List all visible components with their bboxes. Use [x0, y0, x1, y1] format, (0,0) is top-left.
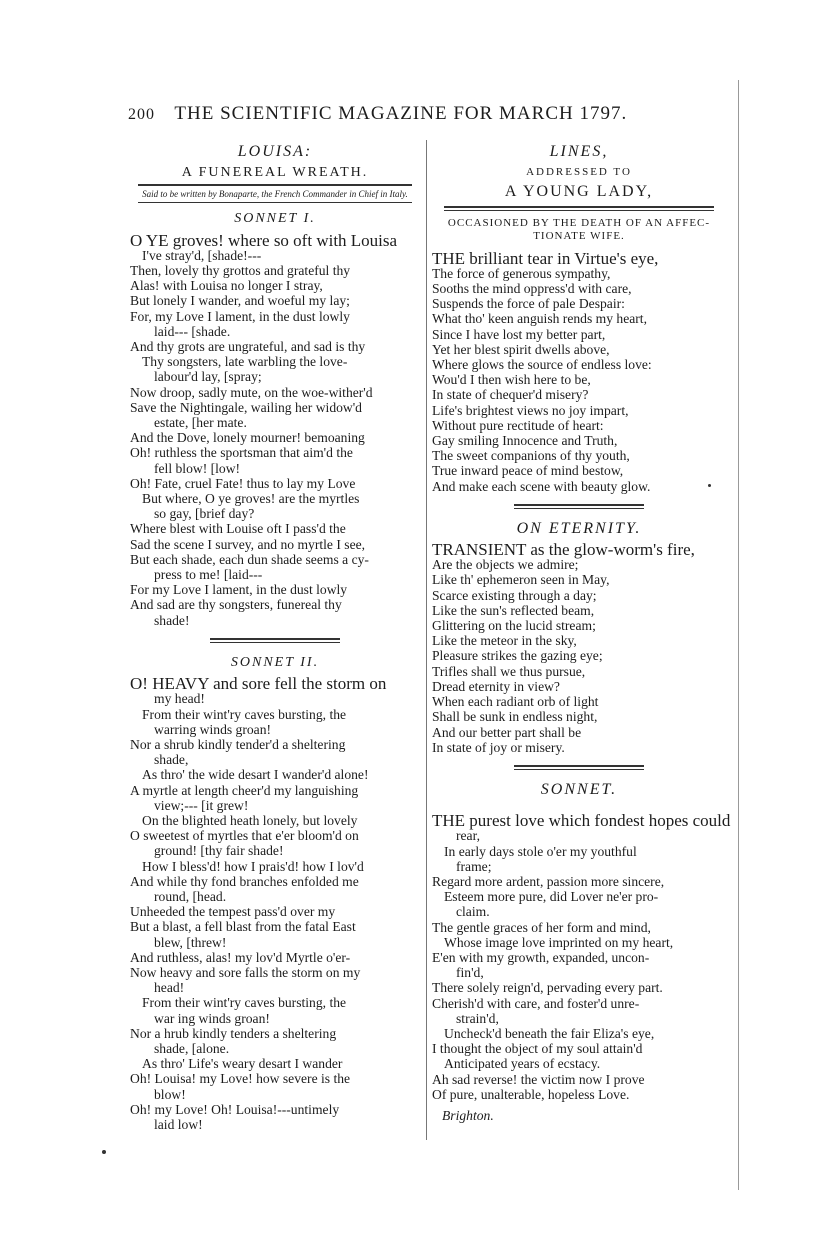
poem-line: And the Dove, lonely mourner! bemoaning	[130, 430, 365, 446]
poem-line: fell blow! [low!	[154, 460, 241, 476]
ink-dot	[708, 484, 711, 487]
poem-line: Where glows the source of endless love:	[432, 357, 652, 373]
poem-line: estate, [her mate.	[154, 415, 247, 431]
poem-line: THE purest love which fondest hopes could	[432, 811, 731, 831]
lines-addressed: ADDRESSED TO	[526, 166, 632, 179]
sonnet-poem-text	[432, 811, 731, 1102]
lines-title: LINES,	[549, 143, 609, 160]
poem-line: And sad are thy songsters, funereal thy	[130, 597, 342, 613]
poem-line: Ah sad reverse! the victim now I prove	[432, 1071, 645, 1087]
poem-line: Oh! my Love! Oh! Louisa!---untimely	[130, 1101, 340, 1117]
poem-line: As thro' Life's weary desart I wander	[142, 1056, 343, 1072]
poem-line: Alas! with Louisa no longer I stray,	[130, 278, 323, 294]
poem-line: How I bless'd! how I prais'd! how I lov'd	[142, 858, 364, 874]
sonnet1-text	[130, 230, 420, 628]
poem-line: Wou'd I then wish here to be,	[432, 372, 591, 388]
sonnet1-title: SONNET I.	[234, 211, 316, 227]
page-number: 200	[128, 106, 155, 123]
poem-line: Shall be sunk in endless night,	[432, 709, 598, 725]
poem-line: For my Love I lament, in the dust lowly	[130, 582, 348, 598]
eternity-poem-text	[432, 542, 726, 755]
poem-line: There solely reign'd, pervading every part.	[432, 980, 663, 996]
poem-line: O! HEAVY and sore fell the storm on	[130, 674, 387, 694]
poem-line: The force of generous sympathy,	[432, 265, 611, 281]
right-column	[432, 140, 731, 1123]
poem-line: Then, lovely thy grottos and grateful thy	[130, 263, 351, 279]
eternity-title: ON ETERNITY.	[516, 519, 642, 537]
poem-line: ground! [thy fair shade!	[154, 843, 284, 859]
poem-line: Suspends the force of pale Despair:	[432, 296, 625, 312]
poem-line: But lonely I wander, and woeful my lay;	[130, 293, 350, 309]
poem-line: Nor a shrub kindly tender'd a sheltering	[130, 736, 346, 752]
poem-line: Life's brightest views no joy impart,	[432, 402, 629, 418]
poem-line: Gay smiling Innocence and Truth,	[432, 433, 618, 449]
attribution-note: Said to be written by Bonaparte, the French Commander in Chief in Italy.	[138, 184, 412, 203]
poem-line: The gentle graces of her form and mind,	[432, 919, 651, 935]
running-header	[128, 103, 728, 125]
poem-line: Like the meteor in the sky,	[432, 633, 577, 649]
poem-line: TRANSIENT as the glow-worm's fire,	[432, 540, 695, 560]
ornament-divider	[514, 504, 644, 509]
poem-line: head!	[154, 980, 185, 996]
poem-line: Anticipated years of ecstacy.	[444, 1056, 601, 1072]
poem-line: laid low!	[154, 1116, 203, 1132]
louisa-subtitle: A FUNEREAL WREATH.	[181, 165, 369, 181]
poem-line: For, my Love I lament, in the dust lowly	[130, 308, 350, 324]
poem-line: Thy songsters, late warbling the love-	[142, 354, 348, 370]
poem-line: Are the objects we admire;	[432, 557, 579, 573]
ornament-divider	[210, 638, 340, 643]
poem-line: Of pure, unalterable, hopeless Love.	[432, 1086, 630, 1102]
poem-line: war ing winds groan!	[154, 1010, 270, 1026]
poem-line: When each radiant orb of light	[432, 694, 599, 710]
poem-line: Now heavy and sore falls the storm on my	[130, 964, 361, 980]
poem-line: Oh! ruthless the sportsman that aim'd the	[130, 445, 353, 461]
poem-line: shade, [alone.	[154, 1040, 230, 1056]
poem-line: THE brilliant tear in Virtue's eye,	[432, 248, 659, 268]
poem-line: Glittering on the lucid stream;	[432, 618, 596, 634]
poem-line: fin'd,	[456, 965, 484, 981]
left-column	[130, 140, 420, 1138]
poem-line: And ruthless, alas! my lov'd Myrtle o'er-	[130, 949, 351, 965]
poem-line: Where blest with Louise oft I pass'd the	[130, 521, 346, 537]
ink-dot	[102, 1150, 106, 1154]
page-edge-rule	[738, 80, 739, 1190]
poem-line: Uncheck'd beneath the fair Eliza's eye,	[444, 1025, 655, 1041]
poem-line: frame;	[456, 858, 492, 874]
poem-line: so gay, [brief day?	[154, 506, 255, 522]
poem-line: And our better part shall be	[432, 724, 582, 740]
poem-line: And thy grots are ungrateful, and sad is thy	[130, 339, 366, 355]
poem-line: Sooths the mind oppress'd with care,	[432, 281, 632, 297]
poem-line: The sweet companions of thy youth,	[432, 448, 630, 464]
poem-line: shade,	[154, 752, 189, 768]
poem-line: Scarce existing through a day;	[432, 587, 597, 603]
poem-line: view;--- [it grew!	[154, 797, 249, 813]
poem-line: Esteem more pure, did Lover ne'er pro-	[444, 889, 659, 905]
lines-poem-text	[432, 248, 726, 494]
poem-line: What tho' keen anguish rends my heart,	[432, 311, 647, 327]
poem-line: Like the sun's reflected beam,	[432, 602, 595, 618]
poem-line: But each shade, each dun shade seems a cy-	[130, 551, 369, 567]
sonnet2-title: SONNET II.	[230, 654, 320, 670]
running-title: THE SCIENTIFIC MAGAZINE FOR MARCH 1797.	[174, 103, 628, 124]
poem-line: blow!	[154, 1086, 186, 1102]
poem-line: blew, [threw!	[154, 934, 227, 950]
poem-line: O YE groves! where so oft with Louisa	[130, 230, 398, 250]
poem-line: And while thy fond branches enfolded me	[130, 873, 359, 889]
poem-line: Since I have lost my better part,	[432, 326, 606, 342]
poem-line: And make each scene with beauty glow.	[432, 478, 651, 494]
poem-line: From their wint'ry caves bursting, the	[142, 995, 347, 1011]
sonnet-title: SONNET.	[540, 780, 618, 798]
poem-line: O sweetest of myrtles that e'er bloom'd on	[130, 828, 359, 844]
poem-line: Save the Nightingale, wailing her widow'd	[130, 399, 362, 415]
poem-line: Pleasure strikes the gazing eye;	[432, 648, 603, 664]
poem-line: In state of joy or misery.	[432, 739, 565, 755]
poem-line: I've stray'd, [shade!---	[142, 247, 262, 263]
poem-line: As thro' the wide desart I wander'd alone!	[142, 767, 369, 783]
poem-line: labour'd lay, [spray;	[154, 369, 262, 385]
poem-line: rear,	[456, 828, 480, 844]
poem-line: warring winds groan!	[154, 721, 272, 737]
poem-line: claim.	[456, 904, 490, 920]
poem-line: Oh! Fate, cruel Fate! thus to lay my Love	[130, 475, 356, 491]
poem-line: shade!	[154, 612, 190, 628]
poem-line: Now droop, sadly mute, on the woe-wither'd	[130, 384, 373, 400]
poem-line: From their wint'ry caves bursting, the	[142, 706, 347, 722]
lines-young-lady: A YOUNG LADY,	[504, 183, 654, 201]
poem-line: But where, O ye groves! are the myrtles	[142, 491, 360, 507]
poem-line: round, [head.	[154, 888, 227, 904]
poem-line: press to me! [laid---	[154, 567, 263, 583]
poem-line: laid--- [shade.	[154, 323, 231, 339]
poem-line: Whose image love imprinted on my heart,	[444, 934, 674, 950]
poem-line: Yet her blest spirit dwells above,	[432, 341, 610, 357]
poem-line: my head!	[154, 691, 205, 707]
poem-line: Cherish'd with care, and foster'd unre-	[432, 995, 640, 1011]
poem-line: Sad the scene I survey, and no myrtle I see,	[130, 536, 366, 552]
poem-line: True inward peace of mind bestow,	[432, 463, 624, 479]
poem-line: Unheeded the tempest pass'd over my	[130, 904, 336, 920]
poem-line: Dread eternity in view?	[432, 678, 560, 694]
poem-line: Nor a hrub kindly tenders a sheltering	[130, 1025, 337, 1041]
signature: Brighton.	[442, 1107, 494, 1123]
poem-line: I thought the object of my soul attain'd	[432, 1041, 643, 1057]
poem-line: A myrtle at length cheer'd my languishing	[130, 782, 359, 798]
poem-line: Oh! Louisa! my Love! how severe is the	[130, 1071, 351, 1087]
poem-line: Without pure rectitude of heart:	[432, 417, 604, 433]
poem-line: In early days stole o'er my youthful	[444, 843, 637, 859]
ornament-divider	[444, 206, 714, 211]
poem-line: In state of chequer'd misery?	[432, 387, 589, 403]
sonnet2-text	[130, 676, 420, 1132]
poem-line: On the blighted heath lonely, but lovely	[142, 812, 358, 828]
poem-line: Regard more ardent, passion more sincere,	[432, 873, 665, 889]
poem-line: E'en with my growth, expanded, uncon-	[432, 949, 650, 965]
lines-occasion: OCCASIONED BY THE DEATH OF AN AFFEC-TIONATE WIFE.	[447, 216, 711, 242]
ornament-divider	[514, 765, 644, 770]
poem-line: But a blast, a fell blast from the fatal East	[130, 919, 356, 935]
poem-line: Trifles shall we thus pursue,	[432, 663, 586, 679]
poem-line: Like th' ephemeron seen in May,	[432, 572, 610, 588]
louisa-title: LOUISA:	[237, 143, 313, 160]
poem-line: strain'd,	[456, 1010, 499, 1026]
column-divider	[426, 140, 427, 1140]
